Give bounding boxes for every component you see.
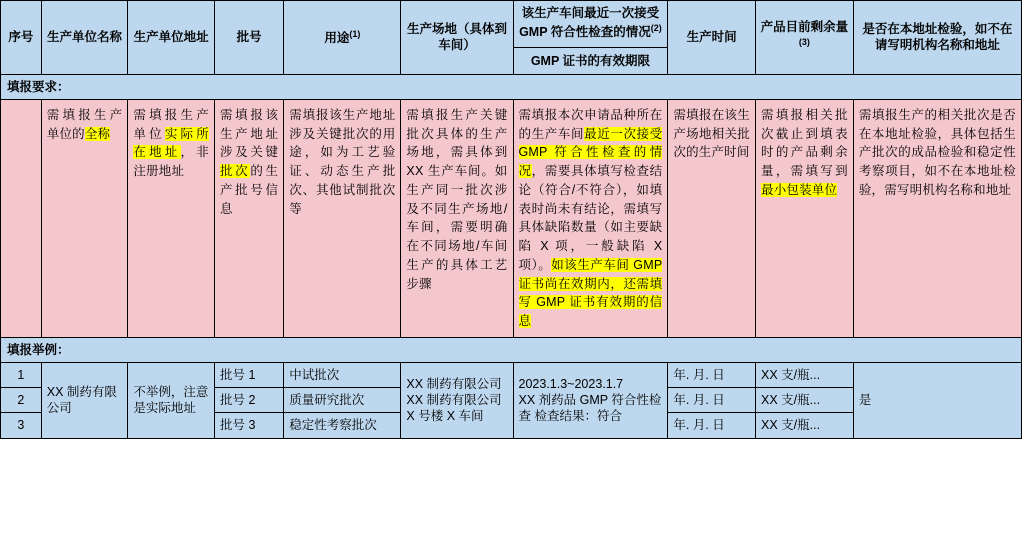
header-gmp-line1: 该生产车间最近一次接受 GMP 符合性检查的情况$^{(2)}$ bbox=[514, 5, 668, 48]
header-batch-number: 批号 bbox=[214, 1, 283, 75]
cell-remaining-quantity: XX 支/瓶... bbox=[756, 362, 854, 387]
header-remaining-footnote: (3) bbox=[798, 37, 810, 48]
requirement-local-testing bbox=[853, 99, 1021, 337]
cell-unit-address: 不举例，注意是实际地址 bbox=[128, 362, 215, 438]
requirement-batch-number bbox=[214, 99, 283, 337]
cell-production-site: XX 制药有限公司 XX 制药有限公司 X 号楼 X 车间 bbox=[401, 362, 513, 438]
requirement-section-row bbox=[1, 74, 1022, 99]
cell-seq: 3 bbox=[1, 413, 42, 438]
rich-text: 需填报生产的相关批次是否在本地址检验，具体包括生产批次的成品检验和稳定性考察项目，如不在本地址检验，需写明机构名称和地址 bbox=[858, 107, 1016, 197]
cell-batch-number: 批号 1 bbox=[214, 362, 283, 387]
cell-seq: 1 bbox=[1, 362, 42, 387]
table-row bbox=[1, 362, 1022, 387]
requirement-production-time bbox=[668, 99, 756, 337]
cell-remaining-quantity: XX 支/瓶... bbox=[756, 388, 854, 413]
header-local-testing: 是否在本地址检验，如不在请写明机构名称和地址 bbox=[853, 1, 1021, 75]
cell-usage: 稳定性考察批次 bbox=[284, 413, 401, 438]
rich-text: 需填报生产单位实际所在地址，非注册地址 bbox=[133, 107, 209, 179]
header-production-time: 生产时间 bbox=[668, 1, 756, 75]
cell-production-time: 年. 月. 日 bbox=[668, 413, 756, 438]
requirement-usage bbox=[284, 99, 401, 337]
cell-usage: 质量研究批次 bbox=[284, 388, 401, 413]
table-header-row bbox=[1, 1, 1022, 75]
header-unit-address: 生产单位地址 bbox=[128, 1, 215, 75]
cell-seq: 2 bbox=[1, 388, 42, 413]
requirement-unit-name bbox=[41, 99, 128, 337]
header-gmp-inspection bbox=[513, 1, 668, 75]
cell-production-time: 年. 月. 日 bbox=[668, 388, 756, 413]
cell-batch-number: 批号 2 bbox=[214, 388, 283, 413]
rich-text: 需填报相关批次截止到填表时的产品剩余量，需填写到最小包装单位 bbox=[761, 107, 848, 197]
header-seq: 序号 bbox=[1, 1, 42, 75]
requirement-unit-address bbox=[128, 99, 215, 337]
header-gmp-line2: GMP 证书的有效期限 bbox=[530, 53, 651, 68]
example-section-row bbox=[1, 337, 1022, 362]
requirement-seq bbox=[1, 99, 42, 337]
cell-remaining-quantity: XX 支/瓶... bbox=[756, 413, 854, 438]
header-remaining-quantity: 产品目前剩余量$^{(3)}$ bbox=[756, 1, 854, 75]
cell-batch-number: 批号 3 bbox=[214, 413, 283, 438]
cell-local-testing: 是 bbox=[853, 362, 1021, 438]
rich-text: 需填报生产单位的全称 bbox=[46, 107, 123, 141]
cell-usage: 中试批次 bbox=[284, 362, 401, 387]
header-usage-footnote: (1) bbox=[349, 28, 361, 39]
example-section-label: 填报举例： bbox=[1, 337, 1022, 362]
requirement-production-site bbox=[401, 99, 513, 337]
requirement-remaining-quantity bbox=[756, 99, 854, 337]
requirement-row bbox=[1, 99, 1022, 337]
header-unit-name: 生产单位名称 bbox=[41, 1, 128, 75]
requirement-gmp bbox=[513, 99, 668, 337]
rich-text: 需填报本次申请品种所在的生产车间最近一次接受 GMP 符合性检查的情况，需要具体填写检查结论（符合/不符合），如填表时尚未有结论，需填写具体缺陷数量（如主要缺陷 X 项，一般缺陷 X 项）。如该生产车间 GMP 证书尚在效期内，还需填写 GMP 证书有效期的信息 bbox=[518, 107, 663, 329]
header-production-site: 生产场地（具体到车间） bbox=[401, 1, 513, 75]
requirement-section-label: 填报要求： bbox=[1, 74, 1022, 99]
rich-text: 需填报在该生产场地相关批次的生产时间 bbox=[673, 107, 750, 160]
rich-text: 需填报该生产地址涉及关键批次的生产批号信息 bbox=[219, 107, 279, 216]
cell-production-time: 年. 月. 日 bbox=[668, 362, 756, 387]
cell-unit-name: XX 制药有限公司 bbox=[41, 362, 128, 438]
rich-text: 需填报生产关键批次具体的生产场地，需具体到 XX 生产车间。如生产同一批次涉及不同生产场地/车间，需要明确在不同场地/车间生产的具体工艺步骤 bbox=[406, 107, 508, 291]
cell-gmp: 2023.1.3~2023.1.7 XX 剂药品 GMP 符合性检查 检查结果：符合 bbox=[513, 362, 668, 438]
header-usage: 用途$^{(1)}$ bbox=[284, 1, 401, 75]
rich-text: 需填报该生产地址涉及关键批次的用途，如为工艺验证、动态生产批次、其他试制批次等 bbox=[289, 107, 396, 216]
